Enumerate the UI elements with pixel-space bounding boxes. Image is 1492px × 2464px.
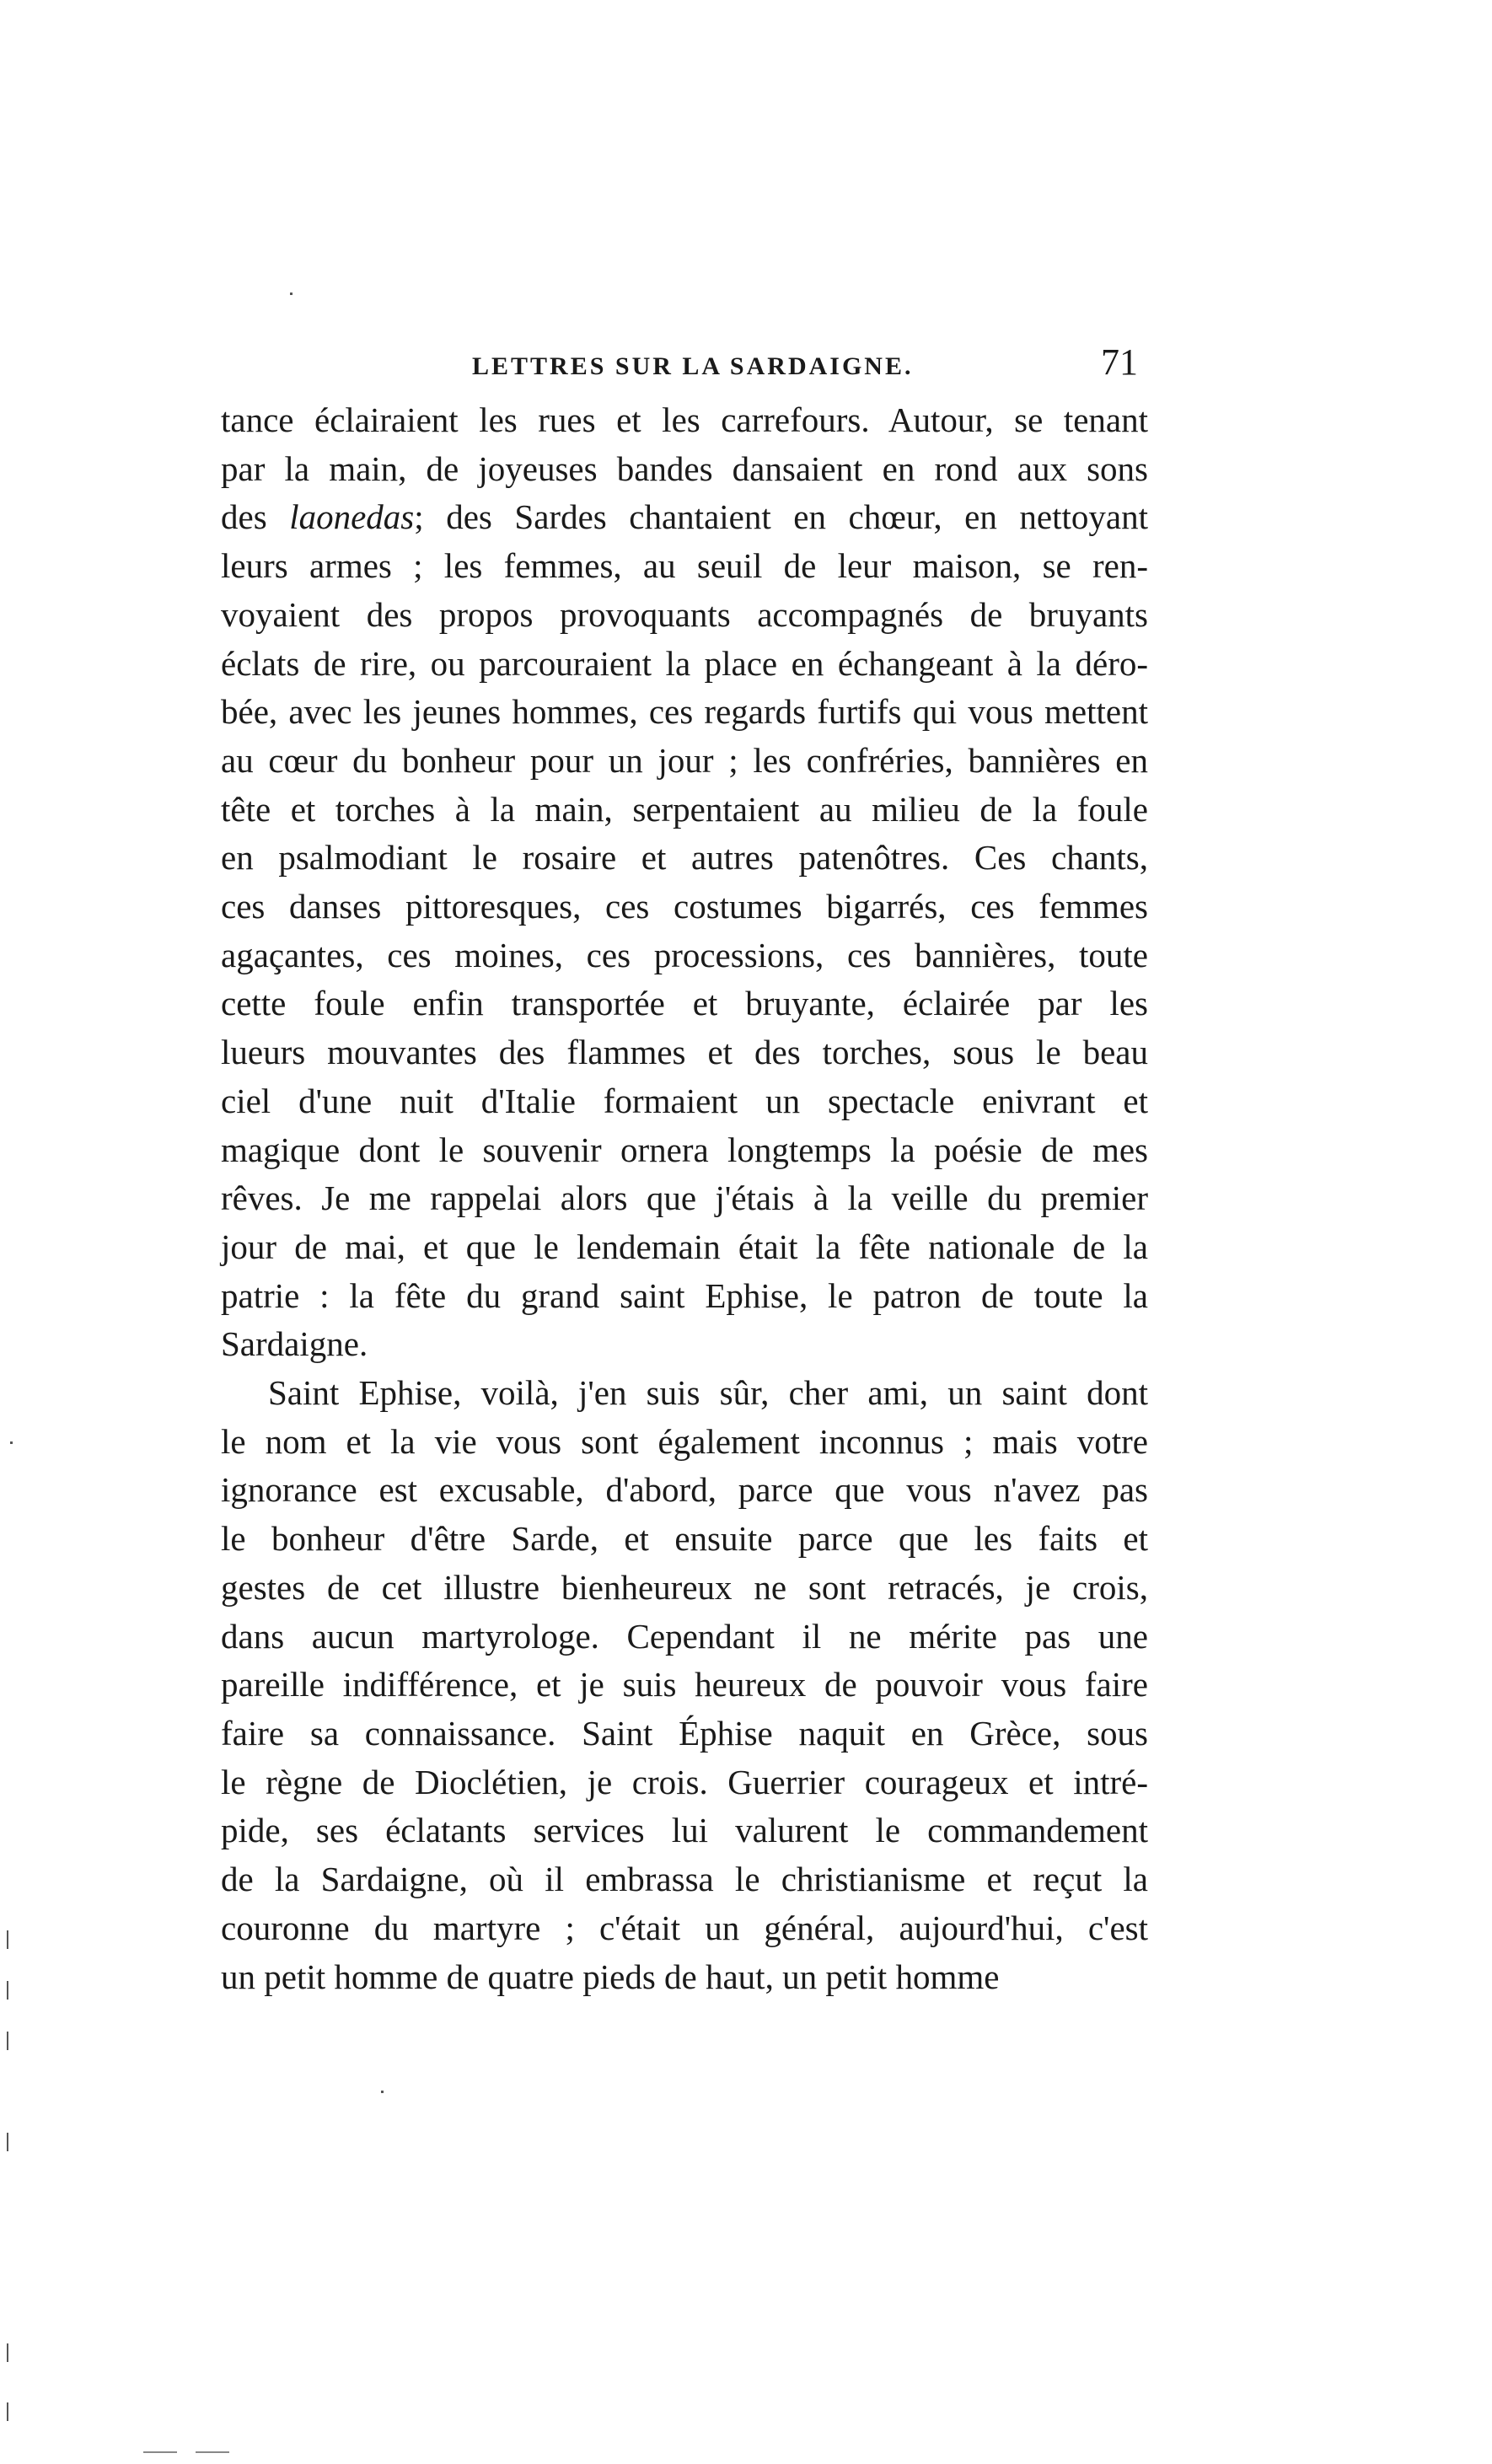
text-segment: le nom et la vie vous sont également inconnus ; mais votre [221, 1421, 1148, 1461]
text-line [221, 688, 1148, 737]
text-line [221, 1613, 1148, 1661]
text-line [221, 1028, 1148, 1077]
text-segment: tance éclairaient les rues et les carrefours. Autour, se tenant [221, 400, 1148, 439]
scan-speck [7, 2402, 8, 2421]
text-segment: le bonheur d'être Sarde, et ensuite parce que les faits et [221, 1519, 1148, 1559]
text-line [221, 737, 1148, 786]
text-line [221, 1661, 1148, 1710]
text-segment: ; des Sardes chantaient en chœur, en nettoyant [414, 497, 1148, 537]
text-segment: rêves. Je me rappelai alors que j'étais à la veille du premier [221, 1178, 1148, 1218]
text-line [221, 1126, 1148, 1175]
text-line [221, 591, 1148, 640]
scan-speck [10, 1441, 13, 1444]
scan-speck [7, 2133, 8, 2151]
text-line [221, 1758, 1148, 1807]
scan-speck [7, 2032, 8, 2050]
text-segment: Saint Ephise, voilà, j'en suis sûr, cher ami, un saint dont [268, 1373, 1148, 1413]
scan-speck [290, 293, 292, 295]
text-segment: dans aucun martyrologe. Cependant il ne mérite pas une [221, 1616, 1148, 1656]
text-segment: au cœur du bonheur pour un jour ; les confréries, bannières en [221, 740, 1148, 780]
text-line [221, 883, 1148, 931]
text-segment: gestes de cet illustre bienheureux ne sont retracés, je crois, [221, 1567, 1148, 1607]
text-segment: couronne du martyre ; c'était un général, aujourd'hui, c'est [221, 1908, 1148, 1947]
text-line [221, 786, 1148, 835]
scan-speck [7, 1981, 8, 2000]
text-line [221, 1466, 1148, 1515]
text-line [221, 834, 1148, 883]
text-line [221, 1904, 1148, 1953]
text-segment: ciel d'une nuit d'Italie formaient un spectacle enivrant et [221, 1081, 1148, 1120]
text-line [221, 1272, 1148, 1321]
text-line [221, 1710, 1148, 1758]
text-line [221, 493, 1148, 542]
text-segment: jour de mai, et que le lendemain était la fête nationale de la [221, 1227, 1148, 1266]
text-segment: patrie : la fête du grand saint Ephise, le patron de toute la [221, 1275, 1148, 1315]
text-segment: faire sa connaissance. Saint Éphise naquit en Grèce, sous [221, 1713, 1148, 1753]
text-line [221, 1077, 1148, 1126]
text-line [221, 1515, 1148, 1564]
italic-term: laonedas [289, 497, 415, 537]
scan-speck [381, 2091, 384, 2093]
text-line [221, 931, 1148, 980]
text-segment: ces danses pittoresques, ces costumes bigarrés, ces femmes [221, 887, 1148, 926]
text-segment: magique dont le souvenir ornera longtemps la poésie de mes [221, 1130, 1148, 1169]
text-segment: leurs armes ; les femmes, au seuil de leur maison, se ren- [221, 546, 1148, 586]
text-segment: de la Sardaigne, où il embrassa le christianisme et reçut la [221, 1860, 1148, 1899]
text-segment: agaçantes, ces moines, ces processions, ces bannières, toute [221, 935, 1148, 974]
text-line [221, 1564, 1148, 1613]
text-segment: tête et torches à la main, serpentaient au milieu de la foule [221, 789, 1148, 829]
text-segment: cette foule enfin transportée et bruyante, éclairée par les [221, 984, 1148, 1023]
text-segment: bée, avec les jeunes hommes, ces regards furtifs qui vous mettent [221, 692, 1148, 732]
text-segment: pide, ses éclatants services lui valurent le commandement [221, 1811, 1148, 1850]
body-text [221, 396, 1148, 2001]
text-segment: pareille indifférence, et je suis heureux de pouvoir vous faire [221, 1665, 1148, 1704]
text-segment: voyaient des propos provoquants accompagnés de bruyants [221, 594, 1148, 634]
page-number: 71 [1101, 341, 1138, 383]
text-line [221, 1369, 1148, 1418]
text-segment: Sardaigne. [221, 1324, 368, 1364]
text-line [221, 980, 1148, 1028]
text-line [221, 396, 1148, 445]
text-line [221, 1855, 1148, 1904]
text-line [221, 542, 1148, 591]
text-line [221, 1953, 1148, 2002]
scan-edge-mark [196, 2451, 229, 2453]
text-line [221, 1320, 1148, 1369]
text-segment: par la main, de joyeuses bandes dansaient en rond aux sons [221, 448, 1148, 488]
text-line [221, 1418, 1148, 1467]
text-segment: éclats de rire, ou parcouraient la place en échangeant à la déro- [221, 643, 1148, 683]
text-segment: des [221, 497, 290, 537]
text-line [221, 640, 1148, 689]
scan-edge-mark [143, 2451, 177, 2453]
text-segment: lueurs mouvantes des flammes et des torches, sous le beau [221, 1033, 1148, 1072]
text-line [221, 445, 1148, 494]
text-segment: le règne de Dioclétien, je crois. Guerrier courageux et intré- [221, 1762, 1148, 1801]
text-segment: en psalmodiant le rosaire et autres patenôtres. Ces chants, [221, 838, 1148, 878]
running-header: LETTRES SUR LA SARDAIGNE. [472, 352, 914, 380]
scan-speck [7, 1930, 8, 1949]
text-segment: ignorance est excusable, d'abord, parce que vous n'avez pas [221, 1470, 1148, 1510]
text-segment: un petit homme de quatre pieds de haut, un petit homme [221, 1957, 1000, 1996]
text-line [221, 1806, 1148, 1855]
text-line [221, 1223, 1148, 1272]
scan-speck [7, 2343, 8, 2362]
text-line [221, 1174, 1148, 1223]
